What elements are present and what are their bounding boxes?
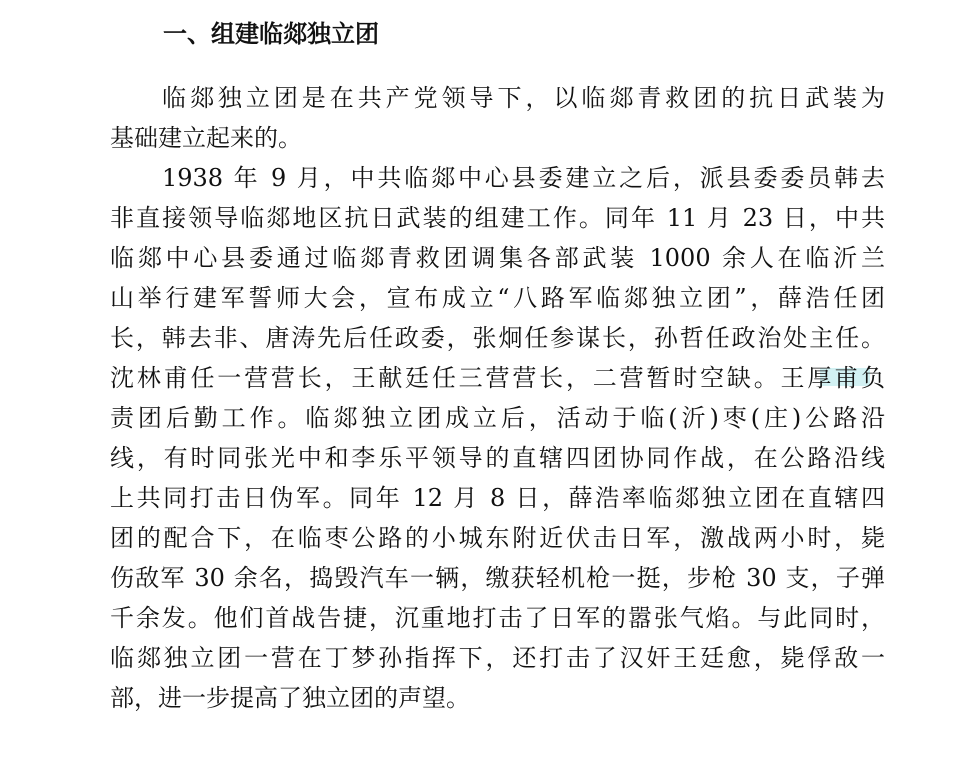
text-line: 基础建立起来的。: [110, 124, 302, 152]
text-line: 伤敌军 30 余名，捣毁汽车一辆，缴获轻机枪一挺，步枪 30 支，子弹: [110, 564, 885, 592]
text-line: 临郯中心县委通过临郯青救团调集各部武装 1000 余人在临沂兰: [110, 244, 885, 272]
text-line: 1938 年 9 月，中共临郯中心县委建立之后，派县委委员韩去: [162, 164, 885, 192]
section-heading: 一、组建临郯独立团: [163, 19, 379, 48]
text-line: 临郯独立团是在共产党领导下，以临郯青救团的抗日武装为: [162, 84, 885, 112]
text-line: 团的配合下，在临枣公路的小城东附近伏击日军，激战两小时，毙: [110, 524, 885, 552]
paragraph-1: [110, 78, 885, 158]
text-line: 千余发。他们首战告捷，沉重地打击了日军的嚣张气焰。与此同时，: [110, 604, 885, 632]
text-line: 非直接领导临郯地区抗日武装的组建工作。同年 11 月 23 日，中共: [110, 204, 885, 232]
text-line: 长，韩去非、唐涛先后任政委，张炯任参谋长，孙哲任政治处主任。: [110, 324, 885, 352]
text-line: 责团后勤工作。临郯独立团成立后，活动于临(沂)枣(庄)公路沿: [110, 404, 885, 432]
text-line: 部，进一步提高了独立团的声望。: [110, 684, 470, 712]
text-line: 沈林甫任一营营长，王献廷任三营营长，二营暂时空缺。王厚甫负: [110, 364, 885, 392]
body-text: [110, 78, 885, 718]
text-line: 临郯独立团一营在丁梦孙指挥下，还打击了汉奸王廷愈，毙俘敌一: [110, 644, 885, 672]
text-line: 上共同打击日伪军。同年 12 月 8 日，薛浩率临郯独立团在直辖四: [110, 484, 885, 512]
paragraph-2: [110, 158, 885, 718]
text-line: 山举行建军誓师大会，宣布成立“八路军临郯独立团”，薛浩任团: [110, 284, 885, 312]
text-line: 线，有时同张光中和李乐平领导的直辖四团协同作战，在公路沿线: [110, 444, 885, 472]
